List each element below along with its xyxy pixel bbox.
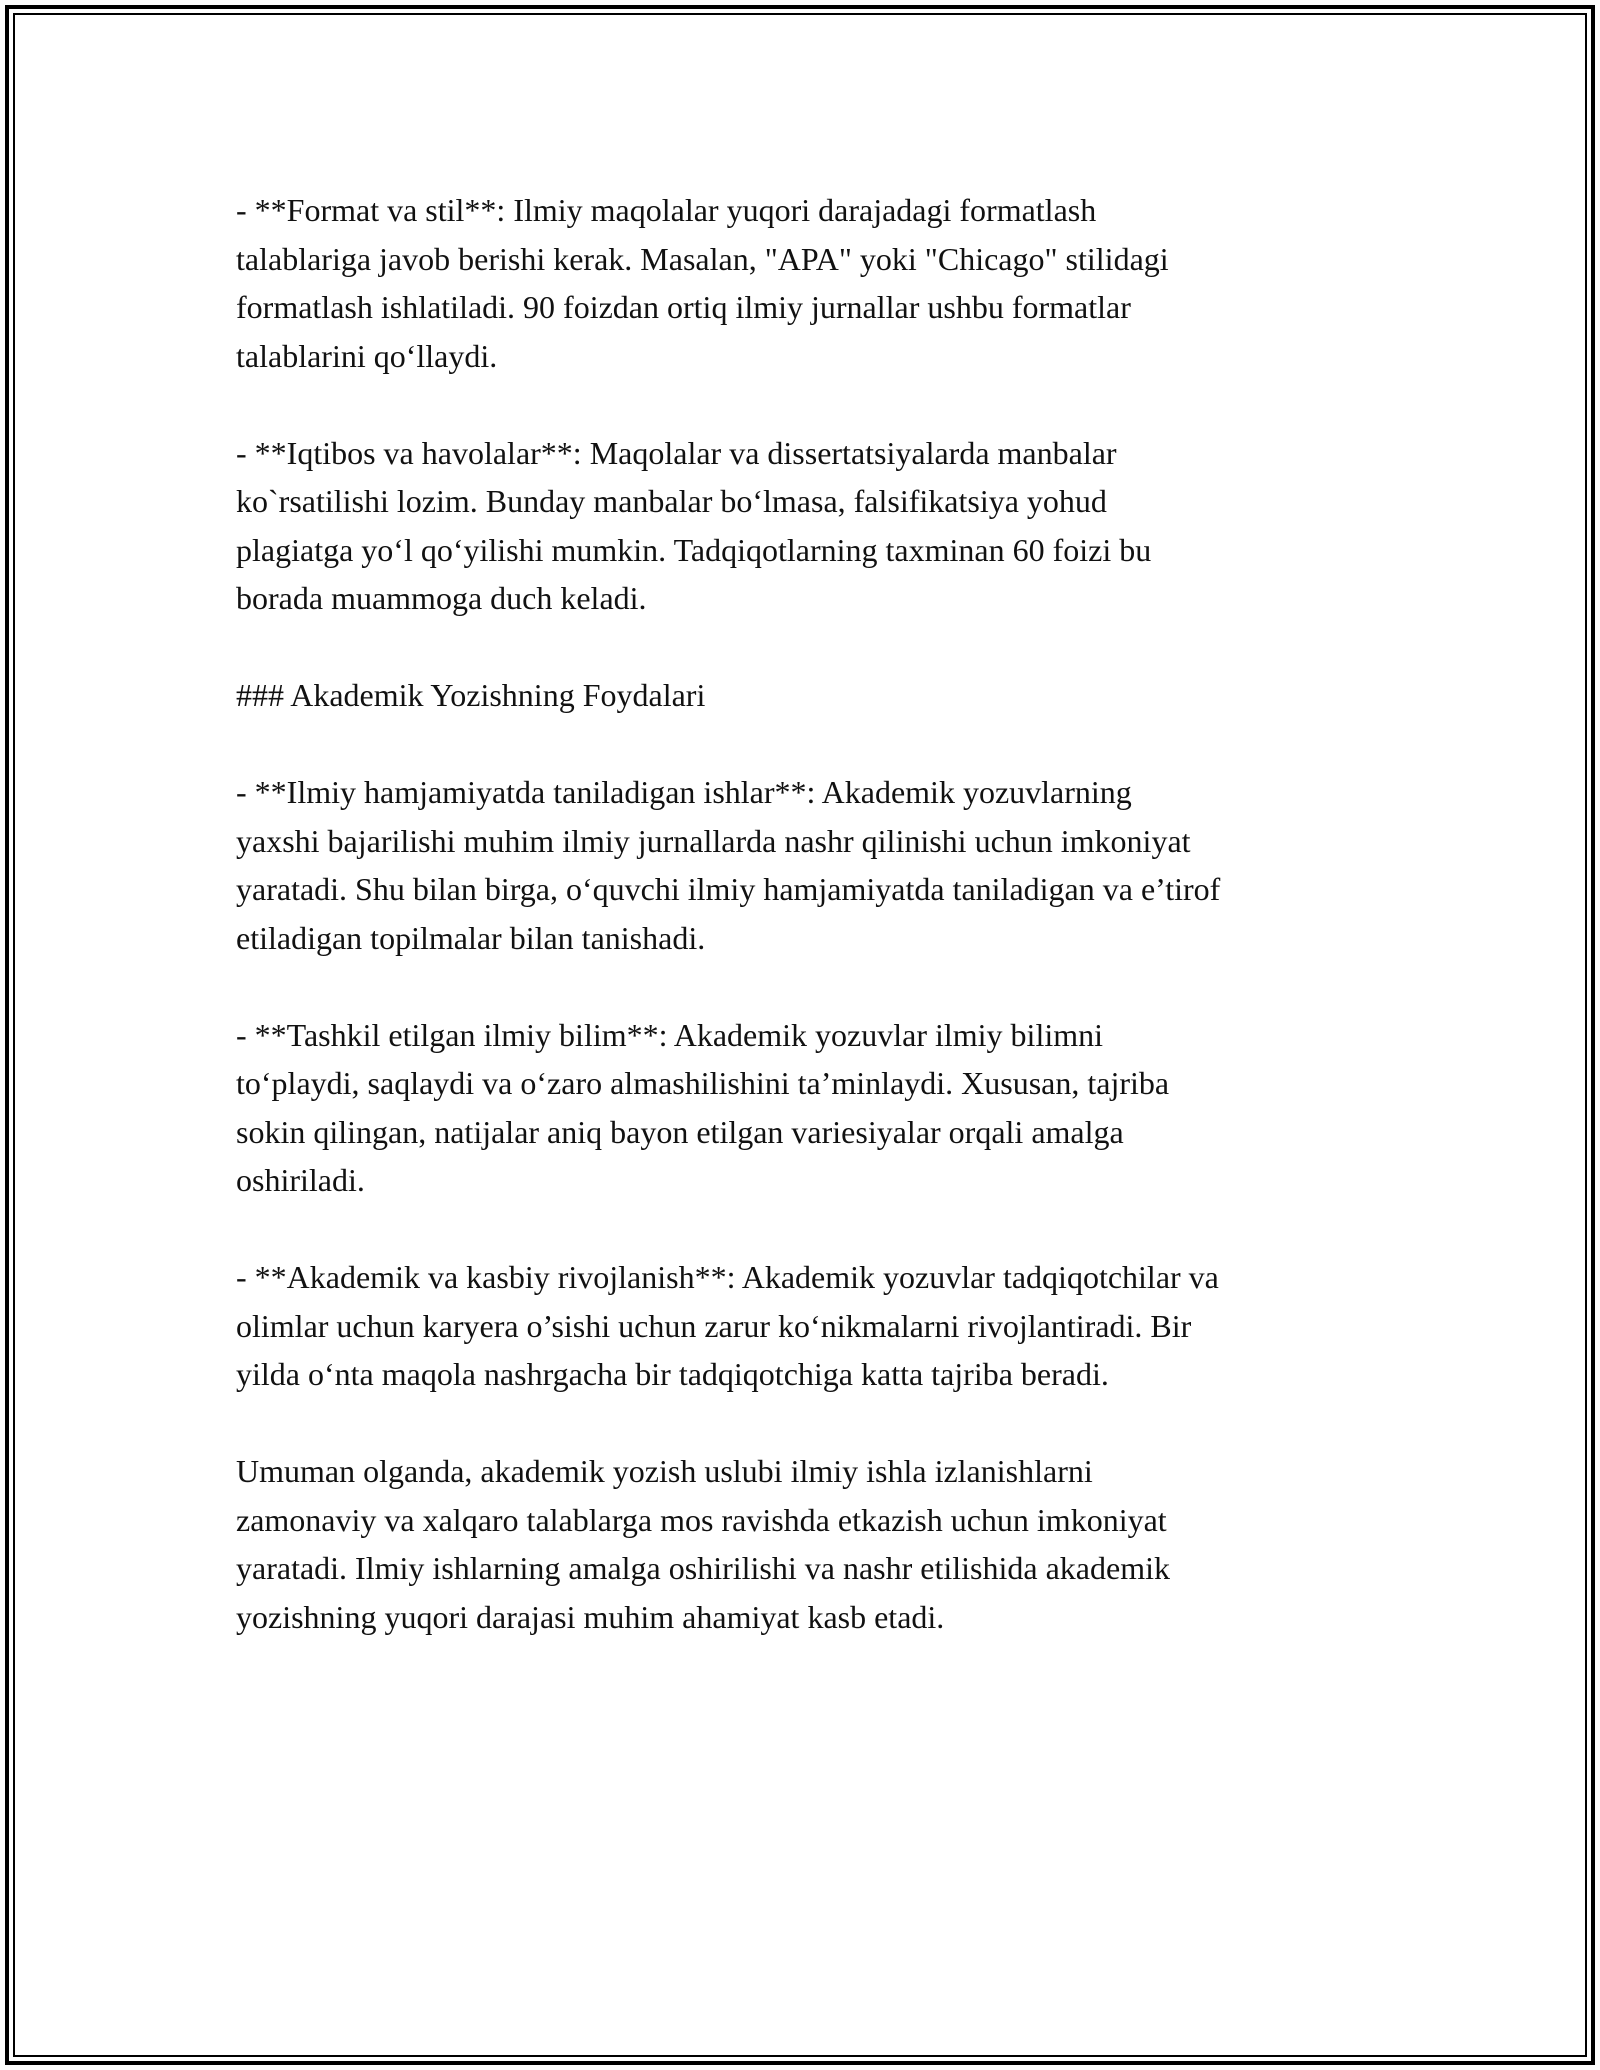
section-heading [236,671,1376,720]
text-line: yaratadi. Ilmiy ishlarning amalga oshirilishi va nashr etilishida akademik [236,1550,1170,1586]
text-line: talablarini qo‘llaydi. [236,337,498,374]
text-line: yilda o‘nta maqola nashrgacha bir tadqiqotchiga katta tajriba beradi. [236,1356,1109,1392]
paragraph-format-va-stil [236,186,1376,380]
text-line: Umuman olganda, akademik yozish uslubi ilmiy ishla izlanishlarni [236,1453,1093,1489]
text-line: ko`rsatilishi lozim. Bunday manbalar bo‘lmasa, falsifikatsiya yohud [236,483,1107,519]
text-line: - **Iqtibos va havolalar**: Maqolalar va dissertatsiyalarda manbalar [236,434,1117,471]
paragraph-tashkil-etilgan-bilim [236,1011,1376,1205]
paragraph-conclusion [236,1447,1376,1641]
text-line: to‘playdi, saqlaydi va o‘zaro almashilishini ta’minlaydi. Xususan, tajriba [236,1065,1170,1101]
text-line: yozishning yuqori darajasi muhim ahamiyat kasb etadi. [236,1598,945,1635]
paragraph-iqtibos-va-havolalar [236,429,1376,623]
text-line: olimlar uchun karyera o’sishi uchun zarur ko‘nikmalarni rivojlantiradi. Bir [236,1307,1192,1344]
text-line: - **Format va stil**: Ilmiy maqolalar yuqori darajadagi formatlash [236,192,1097,228]
heading-text: ### Akademik Yozishning Foydalari [236,677,706,713]
text-line: etiladigan topilmalar bilan tanishadi. [236,919,706,956]
text-line: borada muammoga duch keladi. [236,580,647,616]
text-line: - **Akademik va kasbiy rivojlanish**: Akademik yozuvlar tadqiqotchilar va [236,1259,1219,1295]
text-line: talablariga javob berishi kerak. Masalan, "APA" yoki "Chicago" stilidagi [236,240,1169,277]
paragraph-akademik-kasbiy-rivojlanish [236,1253,1376,1399]
document-body [236,186,1376,1690]
text-line: formatlash ishlatiladi. 90 foizdan ortiq ilmiy jurnallar ushbu formatlar [236,289,1131,325]
text-line: sokin qilingan, natijalar aniq bayon etilgan variesiyalar orqali amalga [236,1113,1124,1150]
paragraph-ilmiy-hamjamiyat [236,768,1376,962]
text-line: - **Ilmiy hamjamiyatda taniladigan ishlar**: Akademik yozuvlarning [236,774,1132,810]
text-line: - **Tashkil etilgan ilmiy bilim**: Akademik yozuvlar ilmiy bilimni [236,1016,1103,1053]
text-line: yaxshi bajarilishi muhim ilmiy jurnallarda nashr qilinishi uchun imkoniyat [236,822,1191,859]
text-line: oshiriladi. [236,1162,365,1198]
text-line: plagiatga yo‘l qo‘yilishi mumkin. Tadqiqotlarning taxminan 60 foizi bu [236,531,1152,568]
text-line: zamonaviy va xalqaro talablarga mos ravishda etkazish uchun imkoniyat [236,1501,1167,1538]
text-line: yaratadi. Shu bilan birga, o‘quvchi ilmiy hamjamiyatda taniladigan va e’tirof [236,871,1221,907]
